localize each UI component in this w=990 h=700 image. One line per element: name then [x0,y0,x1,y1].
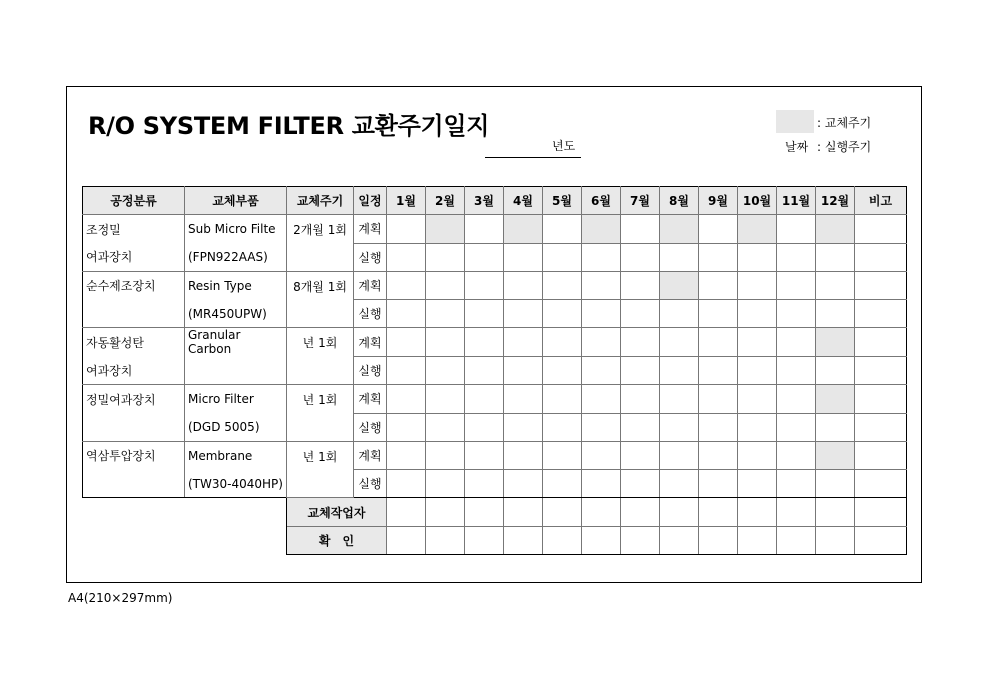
header-month: 8월 [660,187,699,215]
signoff-month-cell [699,526,738,554]
signoff-month-cell [816,526,855,554]
signoff-month-cell [582,498,621,526]
signoff-month-cell [816,498,855,526]
signoff-month-cell [387,526,426,554]
month-cell [582,413,621,441]
process-name: 순수제조장치 [83,271,185,299]
month-cell [699,441,738,469]
month-cell [582,243,621,271]
cycle-cell: 년 1회 [287,328,354,385]
month-cell [426,243,465,271]
signoff-month-cell [543,526,582,554]
month-cell [543,413,582,441]
month-cell [777,470,816,498]
month-cell [504,413,543,441]
header-month: 1월 [387,187,426,215]
month-cell [738,413,777,441]
header-process: 공정분류 [83,187,185,215]
month-cell [621,356,660,384]
part-name: Granular Carbon [185,328,287,357]
month-cell [816,413,855,441]
month-cell [660,441,699,469]
month-cell [816,271,855,299]
month-cell [465,356,504,384]
month-cell [699,413,738,441]
schedule-row-plan [83,215,907,243]
header-month: 9월 [699,187,738,215]
month-cell [699,215,738,243]
signoff-row [83,498,907,526]
month-cell [816,470,855,498]
month-cell [582,385,621,413]
schedule-row-actual [83,243,907,271]
month-cell [777,413,816,441]
month-cell [387,413,426,441]
month-cell [426,300,465,328]
month-cell [660,356,699,384]
month-cell [387,215,426,243]
month-cell [660,470,699,498]
header-row [83,187,907,215]
month-cell [582,328,621,357]
month-cell [465,243,504,271]
month-cell [699,328,738,357]
month-cell [465,215,504,243]
month-cell [504,470,543,498]
month-cell [543,271,582,299]
month-cell [816,385,855,413]
schedule-type: 계획 [354,215,387,243]
month-cell [465,300,504,328]
signoff-month-cell [660,498,699,526]
month-cell [465,413,504,441]
schedule-type: 실행 [354,243,387,271]
month-cell [816,356,855,384]
month-cell [465,271,504,299]
schedule-row-actual [83,413,907,441]
remarks-cell [855,328,907,357]
schedule-type: 계획 [354,385,387,413]
month-cell [543,441,582,469]
month-cell [426,215,465,243]
month-cell [387,356,426,384]
month-cell [426,356,465,384]
header-month: 3월 [465,187,504,215]
filter-schedule-table [82,186,907,555]
signoff-worker-label: 교체작업자 [287,498,387,526]
schedule-row-actual [83,470,907,498]
year-label: 년도 [552,139,576,153]
month-cell [582,470,621,498]
month-cell [777,328,816,357]
cycle-cell: 2개월 1회 [287,215,354,272]
month-cell [426,328,465,357]
month-cell [738,470,777,498]
month-cell [738,356,777,384]
cycle-cell: 8개월 1회 [287,271,354,328]
month-cell [426,413,465,441]
month-cell [777,385,816,413]
signoff-month-cell [621,526,660,554]
month-cell [504,441,543,469]
schedule-type: 실행 [354,470,387,498]
month-cell [621,470,660,498]
month-cell [777,215,816,243]
schedule-row-actual [83,300,907,328]
month-cell [738,385,777,413]
signoff-month-cell [465,498,504,526]
month-cell [465,385,504,413]
month-cell [660,243,699,271]
part-name: Sub Micro Filte [185,215,287,243]
month-cell [582,215,621,243]
month-cell [816,215,855,243]
signoff-remarks-cell [855,498,907,526]
month-cell [426,470,465,498]
process-name: 정밀여과장치 [83,385,185,413]
month-cell [387,328,426,357]
schedule-row-plan [83,385,907,413]
month-cell [621,328,660,357]
process-name: 여과장치 [83,243,185,271]
month-cell [426,441,465,469]
month-cell [660,300,699,328]
month-cell [738,271,777,299]
blank-cell [83,498,287,526]
signoff-confirm-label: 확 인 [287,526,387,554]
month-cell [387,385,426,413]
process-name: 자동활성탄 [83,328,185,357]
month-cell [816,441,855,469]
schedule-type: 실행 [354,413,387,441]
process-name: 여과장치 [83,356,185,384]
header-month: 12월 [816,187,855,215]
month-cell [777,300,816,328]
schedule-row-plan [83,441,907,469]
month-cell [543,385,582,413]
month-cell [660,328,699,357]
blank-cell [83,526,287,554]
month-cell [387,243,426,271]
signoff-month-cell [777,526,816,554]
month-cell [621,413,660,441]
signoff-month-cell [621,498,660,526]
month-cell [699,300,738,328]
month-cell [543,328,582,357]
signoff-month-cell [582,526,621,554]
process-name [83,300,185,328]
legend-swap-cycle: : 교체주기 [817,116,872,130]
month-cell [660,215,699,243]
month-cell [777,356,816,384]
part-name: Resin Type [185,271,287,299]
month-cell [543,470,582,498]
signoff-month-cell [465,526,504,554]
signoff-month-cell [387,498,426,526]
signoff-month-cell [738,498,777,526]
month-cell [387,271,426,299]
header-part: 교체부품 [185,187,287,215]
document-title: R/O SYSTEM FILTER 교환주기일지 [88,112,490,140]
signoff-month-cell [699,498,738,526]
schedule-type: 실행 [354,356,387,384]
legend-swap-swatch [776,110,814,133]
schedule-type: 계획 [354,271,387,299]
remarks-cell [855,441,907,469]
signoff-month-cell [504,498,543,526]
legend-date-label: 날짜 [785,140,809,154]
month-cell [543,215,582,243]
signoff-month-cell [426,526,465,554]
month-cell [504,215,543,243]
header-month: 11월 [777,187,816,215]
month-cell [504,356,543,384]
legend-run-cycle: : 실행주기 [817,140,872,154]
header-schedule: 일정 [354,187,387,215]
month-cell [738,243,777,271]
header-month: 4월 [504,187,543,215]
month-cell [465,441,504,469]
month-cell [582,356,621,384]
process-name [83,470,185,498]
remarks-cell [855,385,907,413]
signoff-month-cell [504,526,543,554]
month-cell [699,470,738,498]
month-cell [504,328,543,357]
month-cell [621,441,660,469]
remarks-cell [855,271,907,299]
remarks-cell [855,356,907,384]
paper-size-note: A4(210×297mm) [68,591,173,605]
part-name: (FPN922AAS) [185,243,287,271]
month-cell [660,385,699,413]
month-cell [543,300,582,328]
part-name [185,356,287,384]
month-cell [543,243,582,271]
header-remarks: 비고 [855,187,907,215]
cycle-cell: 년 1회 [287,441,354,498]
month-cell [660,271,699,299]
year-underline [485,157,581,158]
month-cell [504,243,543,271]
month-cell [777,271,816,299]
month-cell [426,385,465,413]
month-cell [777,441,816,469]
month-cell [699,385,738,413]
month-cell [582,300,621,328]
month-cell [582,441,621,469]
month-cell [465,328,504,357]
signoff-remarks-cell [855,526,907,554]
month-cell [504,300,543,328]
month-cell [621,385,660,413]
month-cell [816,300,855,328]
month-cell [504,385,543,413]
month-cell [582,271,621,299]
signoff-month-cell [660,526,699,554]
schedule-type: 실행 [354,300,387,328]
process-name [83,413,185,441]
cycle-cell: 년 1회 [287,385,354,442]
remarks-cell [855,470,907,498]
part-name: Membrane [185,441,287,469]
month-cell [738,215,777,243]
month-cell [387,470,426,498]
header-cycle: 교체주기 [287,187,354,215]
month-cell [621,243,660,271]
month-cell [504,271,543,299]
signoff-row [83,526,907,554]
signoff-month-cell [426,498,465,526]
month-cell [660,413,699,441]
month-cell [816,328,855,357]
header-month: 5월 [543,187,582,215]
header-month: 7월 [621,187,660,215]
month-cell [738,300,777,328]
month-cell [699,356,738,384]
month-cell [738,328,777,357]
month-cell [426,271,465,299]
month-cell [465,470,504,498]
remarks-cell [855,243,907,271]
schedule-row-actual [83,356,907,384]
month-cell [621,300,660,328]
part-name: (DGD 5005) [185,413,287,441]
header-month: 10월 [738,187,777,215]
remarks-cell [855,413,907,441]
month-cell [699,243,738,271]
month-cell [738,441,777,469]
month-cell [699,271,738,299]
process-name: 역삼투압장치 [83,441,185,469]
month-cell [387,441,426,469]
month-cell [621,215,660,243]
month-cell [621,271,660,299]
month-cell [543,356,582,384]
header-month: 6월 [582,187,621,215]
schedule-type: 계획 [354,441,387,469]
remarks-cell [855,300,907,328]
signoff-month-cell [738,526,777,554]
signoff-month-cell [777,498,816,526]
process-name: 조정밀 [83,215,185,243]
schedule-row-plan [83,271,907,299]
schedule-row-plan [83,328,907,357]
part-name: Micro Filter [185,385,287,413]
signoff-month-cell [543,498,582,526]
part-name: (TW30-4040HP) [185,470,287,498]
part-name: (MR450UPW) [185,300,287,328]
remarks-cell [855,215,907,243]
month-cell [387,300,426,328]
month-cell [777,243,816,271]
header-month: 2월 [426,187,465,215]
schedule-type: 계획 [354,328,387,357]
month-cell [816,243,855,271]
